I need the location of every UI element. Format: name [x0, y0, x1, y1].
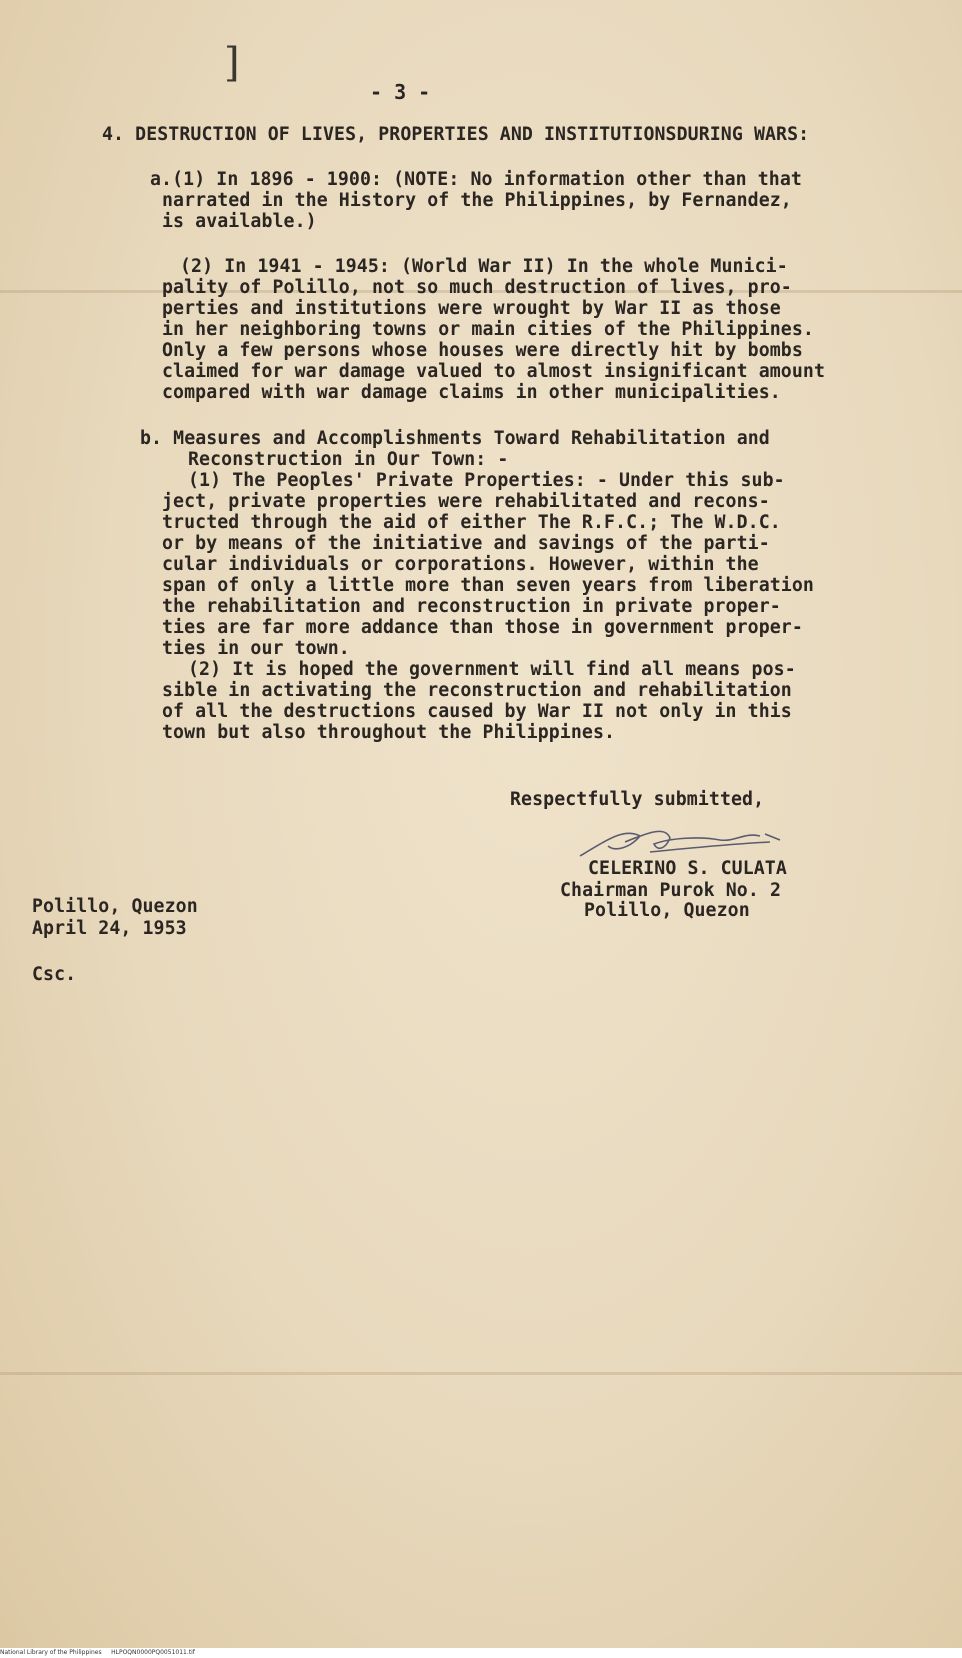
section-heading: 4. DESTRUCTION OF LIVES, PROPERTIES AND INSTITUTIONSDURING WARS:	[102, 124, 810, 145]
scan-footer: National Library of the Philippines HLPOQN0000PQ0051011.tif	[0, 1648, 962, 1658]
text-line: compared with war damage claims in other municipalities.	[162, 382, 781, 403]
text-line: (2) It is hoped the government will find all means pos-	[188, 659, 796, 680]
text-line: town but also throughout the Philippines.	[162, 722, 616, 743]
text-line: tructed through the aid of either The R.F.C.; The W.D.C.	[162, 512, 781, 533]
signer-title: Chairman Purok No. 2	[560, 880, 781, 901]
text-line: ject, private properties were rehabilitated and recons-	[162, 491, 770, 512]
header-mark: ]	[224, 40, 240, 86]
text-line: is available.)	[162, 211, 317, 232]
text-line: claimed for war damage valued to almost insignificant amount	[162, 361, 825, 382]
place-line: Polillo, Quezon	[32, 896, 198, 917]
text-line: span of only a little more than seven years from liberation	[162, 575, 814, 596]
text-line: narrated in the History of the Philippines, by Fernandez,	[162, 190, 792, 211]
text-line: sible in activating the reconstruction and rehabilitation	[162, 680, 792, 701]
text-line: ties are far more addance than those in government proper-	[162, 617, 803, 638]
signer-name: CELERINO S. CULATA	[588, 858, 787, 879]
closing-text: Respectfully submitted,	[510, 789, 765, 810]
text-line: perties and institutions were wrought by War II as those	[162, 298, 781, 319]
text-line: Only a few persons whose houses were directly hit by bombs	[162, 340, 803, 361]
text-line: a.(1) In 1896 - 1900: (NOTE: No information other than that	[150, 169, 802, 190]
initials: Csc.	[32, 964, 77, 985]
text-line: the rehabilitation and reconstruction in private proper-	[162, 596, 781, 617]
date-line: April 24, 1953	[32, 918, 187, 939]
text-line: of all the destructions caused by War II not only in this	[162, 701, 792, 722]
text-line: Reconstruction in Our Town: -	[188, 449, 509, 470]
text-line: (2) In 1941 - 1945: (World War II) In the whole Munici-	[180, 256, 788, 277]
text-line: in her neighboring towns or main cities of the Philippines.	[162, 319, 814, 340]
page-number: - 3 -	[370, 80, 431, 104]
paper-fold	[0, 1372, 962, 1375]
text-line: ties in our town.	[162, 638, 350, 659]
text-line: (1) The Peoples' Private Properties: - Under this sub-	[188, 470, 785, 491]
signer-place: Polillo, Quezon	[584, 900, 750, 921]
text-line: or by means of the initiative and savings of the parti-	[162, 533, 770, 554]
text-line: pality of Polillo, not so much destruction of lives, pro-	[162, 277, 792, 298]
subsection-heading: b. Measures and Accomplishments Toward Rehabilitation and	[140, 428, 770, 449]
text-line: cular individuals or corporations. However, within the	[162, 554, 759, 575]
